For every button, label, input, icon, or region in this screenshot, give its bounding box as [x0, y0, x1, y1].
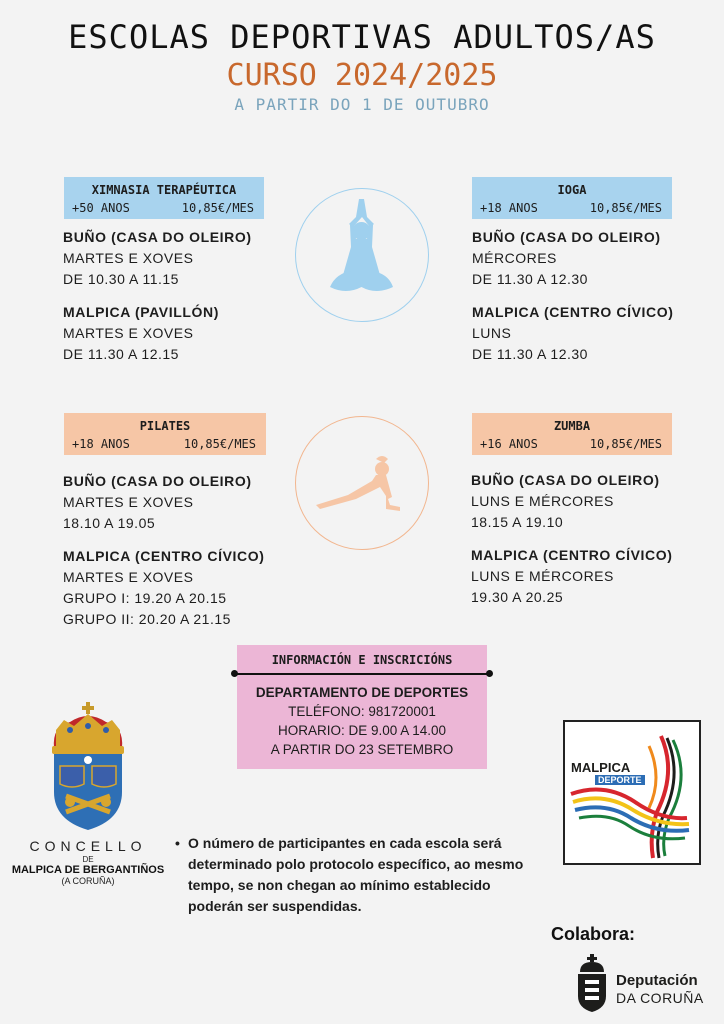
days: MARTES E XOVES: [63, 494, 194, 510]
time: DE 11.30 A 12.15: [63, 346, 179, 362]
ioga-schedule: [472, 227, 712, 365]
activity-name: XIMNASIA TERAPÉUTICA: [91, 183, 237, 197]
days: LUNS E MÉRCORES: [471, 568, 614, 584]
time: GRUPO I: 19.20 A 20.15: [63, 590, 227, 606]
department: DEPARTAMENTO DE DEPORTES: [255, 685, 469, 700]
price: 10,85€/MES: [589, 201, 662, 215]
hours: HORARIO: DE 9.00 A 14.00: [277, 723, 447, 738]
age-requirement: +16 ANOS: [480, 437, 538, 451]
days: LUNS: [472, 325, 512, 341]
venue: BUÑO (CASA DO OLEIRO): [471, 472, 660, 488]
days: MARTES E XOVES: [63, 569, 194, 585]
age-requirement: +50 ANOS: [72, 201, 130, 215]
deputacion-logo: [574, 954, 714, 1014]
yoga-figure-icon: [295, 188, 429, 322]
divider: [233, 673, 491, 675]
activity-name: IOGA: [557, 183, 587, 197]
days: MARTES E XOVES: [63, 325, 194, 341]
ximnasia-tag: [64, 177, 264, 219]
deputacion-crest-icon: [574, 954, 610, 1012]
coat-of-arms-icon: [40, 700, 136, 832]
price: 10,85€/MES: [589, 437, 662, 451]
activity-name: ZUMBA: [553, 419, 591, 433]
days: MÉRCORES: [472, 250, 557, 266]
time: DE 11.30 A 12.30: [472, 346, 588, 362]
venue: MALPICA (PAVILLÓN): [63, 304, 219, 320]
price: 10,85€/MES: [181, 201, 254, 215]
ximnasia-schedule: [63, 227, 283, 365]
participants-note: [175, 833, 548, 917]
age-requirement: +18 ANOS: [72, 437, 130, 451]
start-date-note: A PARTIR DO 1 DE OUTUBRO: [234, 95, 490, 114]
activity-name: PILATES: [139, 419, 191, 433]
time: 18.15 A 19.10: [471, 514, 564, 530]
pilates-tag: [64, 413, 266, 455]
deputacion-name: Deputación: [616, 972, 698, 989]
collab-label: Colabora:: [551, 924, 636, 944]
days: MARTES E XOVES: [63, 250, 194, 266]
venue: BUÑO (CASA DO OLEIRO): [63, 229, 252, 245]
concello-line: DE: [82, 855, 94, 864]
pilates-figure-icon: [295, 416, 429, 550]
deputacion-region: DA CORUÑA: [616, 990, 704, 1006]
time: 19.30 A 20.25: [471, 589, 564, 605]
registration-start: A PARTIR DO 23 SETEMBRO: [270, 742, 454, 757]
divider-dot: [231, 670, 238, 677]
venue: MALPICA (CENTRO CÍVICO): [63, 548, 265, 564]
pilates-schedule: [63, 471, 293, 630]
logo-text: DEPORTE: [595, 775, 645, 785]
course-year: CURSO 2024/2025: [226, 58, 498, 93]
bullet-icon: •: [175, 835, 180, 851]
venue: MALPICA (CENTRO CÍVICO): [472, 304, 674, 320]
concello-line: (A CORUÑA): [61, 876, 115, 886]
venue: BUÑO (CASA DO OLEIRO): [472, 229, 661, 245]
zumba-schedule: [471, 470, 711, 608]
malpica-deporte-logo: [563, 720, 701, 865]
divider-dot: [486, 670, 493, 677]
ioga-tag: [472, 177, 672, 219]
concello-line: MALPICA DE BERGANTIÑOS: [11, 864, 165, 876]
time: GRUPO II: 20.20 A 21.15: [63, 611, 231, 627]
time: DE 10.30 A 11.15: [63, 271, 179, 287]
price: 10,85€/MES: [183, 437, 256, 451]
venue: MALPICA (CENTRO CÍVICO): [471, 547, 673, 563]
info-box: [237, 645, 487, 769]
days: LUNS E MÉRCORES: [471, 493, 614, 509]
phone: TELÉFONO: 981720001: [288, 704, 436, 719]
venue: BUÑO (CASA DO OLEIRO): [63, 473, 252, 489]
time: 18.10 A 19.05: [63, 515, 156, 531]
logo-text: MALPICA: [571, 760, 631, 775]
age-requirement: +18 ANOS: [480, 201, 538, 215]
note-text: O número de participantes en cada escola será determinado polo protocolo específico, ao mesmo tempo, se non chegan ao mínimo establecido poderán ser suspendidas.: [188, 835, 524, 914]
time: DE 11.30 A 12.30: [472, 271, 588, 287]
zumba-tag: [472, 413, 672, 455]
page-title: ESCOLAS DEPORTIVAS ADULTOS/AS: [68, 18, 656, 56]
concello-line: CONCELLO: [29, 838, 147, 854]
concello-label: [6, 838, 170, 886]
info-heading: INFORMACIÓN E INSCRICIÓNS: [271, 653, 453, 667]
